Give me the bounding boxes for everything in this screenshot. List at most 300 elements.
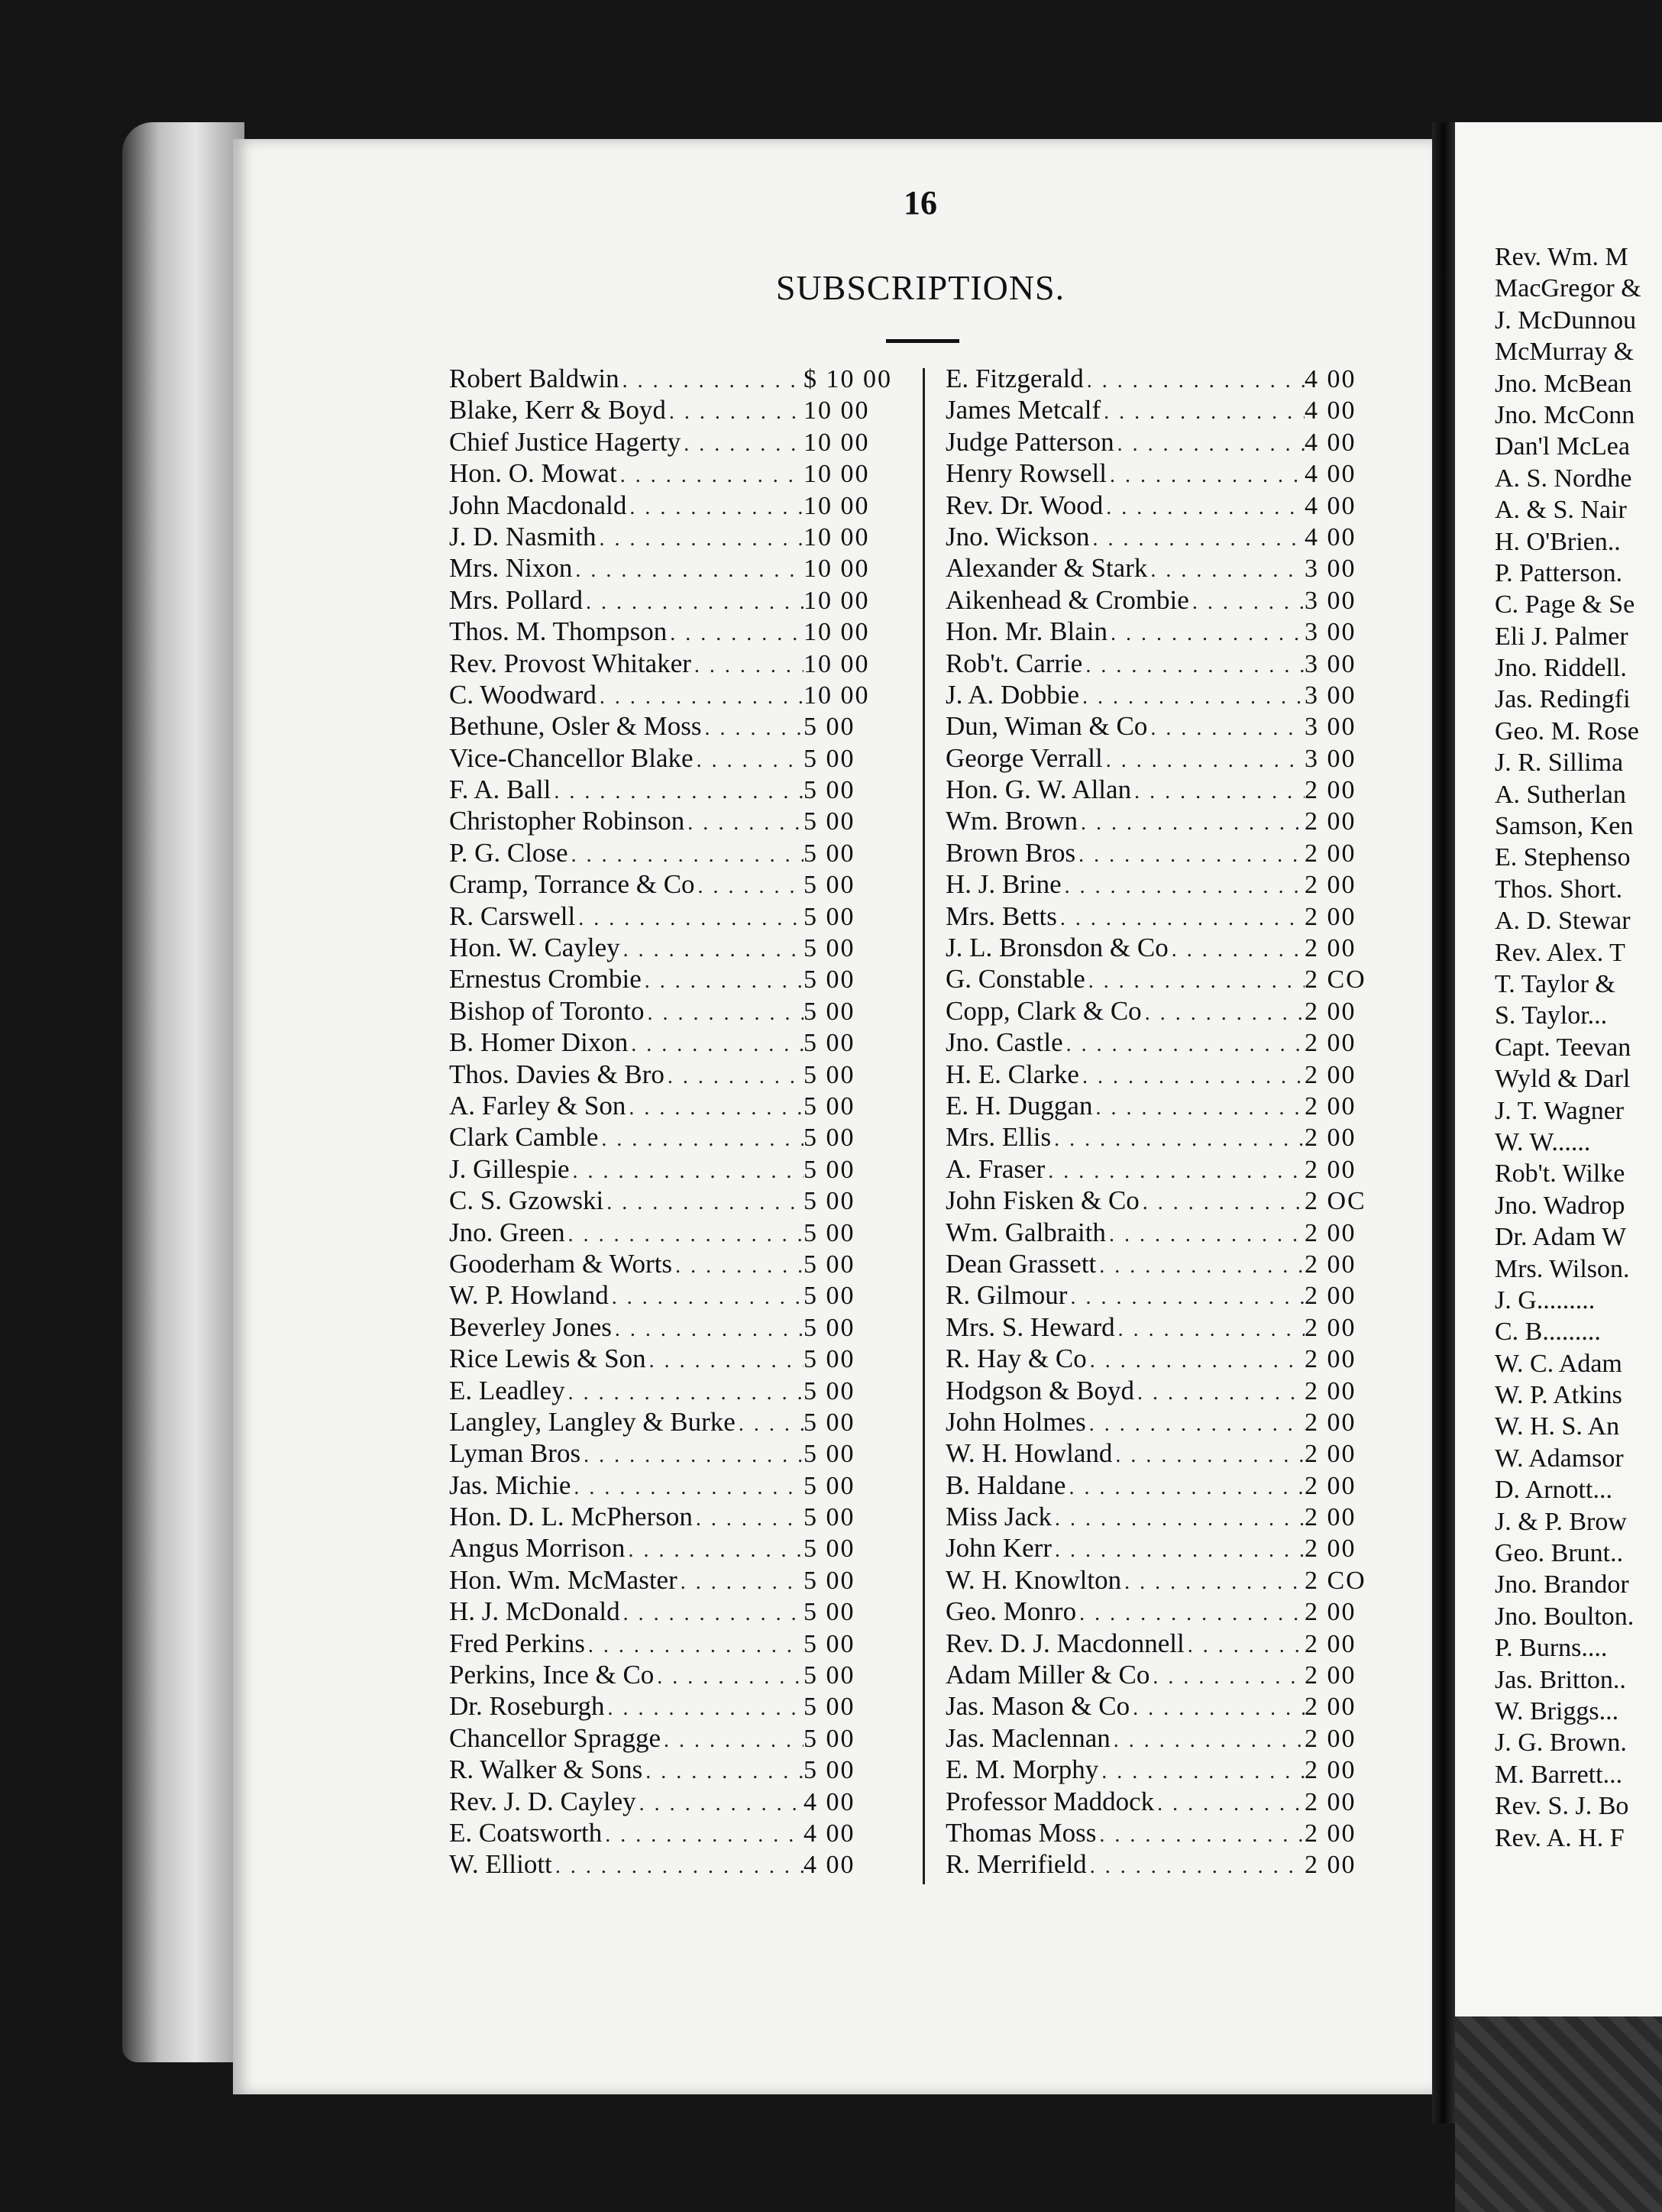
subscription-amount: 2 00	[1305, 871, 1356, 900]
subscription-amount: 4 00	[1305, 365, 1356, 393]
subscription-amount: 5 00	[804, 1124, 855, 1153]
subscription-entry	[449, 1218, 901, 1249]
subscriber-name: Blake, Kerr & Boyd	[449, 395, 666, 425]
subscriber-name: Rice Lewis & Son	[449, 1344, 646, 1374]
subscription-entry	[449, 1723, 901, 1754]
subscription-entry	[449, 1154, 901, 1185]
subscription-entry	[946, 806, 1404, 837]
subscription-amount: 5 00	[804, 1250, 855, 1279]
subscription-amount: 4 00	[1305, 396, 1356, 425]
subscriber-name: Henry Rowsell	[946, 458, 1107, 489]
subscription-entry	[449, 1787, 901, 1818]
subscription-entry-partial	[1495, 1508, 1662, 1539]
leader-dots	[1103, 496, 1305, 520]
leader-dots	[620, 1602, 804, 1626]
subscription-amount: 5 00	[804, 1724, 855, 1753]
subscriber-name: Bethune, Osler & Moss	[449, 711, 702, 742]
subscription-entry	[946, 1502, 1404, 1533]
subscription-entry	[946, 1438, 1404, 1470]
subscription-entry	[449, 616, 901, 648]
subscription-amount: 2 00	[1305, 934, 1356, 963]
subscription-entry	[946, 901, 1404, 933]
leader-dots	[626, 496, 804, 520]
subscriptions-column-right	[1495, 243, 1662, 1855]
subscriber-name: Wm. Galbraith	[946, 1217, 1106, 1247]
subscription-amount: 10 00	[804, 428, 870, 457]
leader-dots	[1096, 1254, 1305, 1279]
leader-dots	[1101, 400, 1305, 425]
subscription-amount: 3 00	[1305, 713, 1356, 742]
subscription-entry	[449, 1438, 901, 1470]
subscriber-name: Jno. Riddell.	[1495, 654, 1627, 683]
subscriber-name: W. Briggs...	[1495, 1696, 1619, 1725]
subscriber-name: W. W......	[1495, 1127, 1591, 1156]
subscriber-name: E. Coatsworth	[449, 1817, 603, 1848]
subscription-entry-partial	[1495, 1634, 1662, 1665]
subscription-amount: 4 00	[1305, 522, 1356, 551]
leader-dots	[1106, 1223, 1305, 1247]
subscriber-name: J. McDunnou	[1495, 306, 1637, 335]
subscription-amount: 2 00	[1305, 1534, 1356, 1564]
subscriber-name: P. G. Close	[449, 837, 568, 868]
subscription-entry-partial	[1495, 1033, 1662, 1065]
subscriber-name: Chief Justice Hagerty	[449, 426, 681, 457]
subscription-entry	[946, 522, 1404, 553]
subscription-entry	[946, 1249, 1404, 1280]
leader-dots	[1085, 969, 1305, 994]
subscription-amount: 5 00	[804, 1503, 855, 1532]
subscription-entry	[946, 427, 1404, 458]
subscription-entry-partial	[1495, 1570, 1662, 1602]
subscription-entry	[946, 711, 1404, 742]
subscription-entry-partial	[1495, 843, 1662, 875]
subscription-amount: 2 00	[1305, 776, 1356, 805]
subscription-entry	[449, 806, 901, 837]
subscription-amount: 3 00	[1305, 649, 1356, 678]
subscription-entry-partial	[1495, 1666, 1662, 1697]
subscription-entry	[449, 1628, 901, 1660]
leader-dots	[1103, 749, 1305, 773]
leader-dots	[1147, 558, 1305, 583]
subscription-amount: 2 00	[1305, 1250, 1356, 1279]
subscription-amount: 2 00	[1305, 997, 1356, 1026]
subscriber-name: D. Arnott...	[1495, 1476, 1612, 1505]
subscription-entry-partial	[1495, 528, 1662, 559]
subscription-amount: 5 00	[804, 1629, 855, 1658]
subscriber-name: Ernestus Crombie	[449, 964, 642, 994]
subscription-entry	[946, 648, 1404, 680]
leader-dots	[1076, 1602, 1305, 1626]
subscription-entry	[449, 964, 901, 995]
leader-dots	[695, 875, 804, 899]
subscriber-name: Rob't. Wilke	[1495, 1159, 1625, 1188]
subscriber-name: Christopher Robinson	[449, 806, 685, 836]
leader-dots	[628, 1033, 804, 1057]
subscriber-name: Thos. M. Thompson	[449, 616, 668, 647]
subscriber-name: Rev. S. J. Bo	[1495, 1792, 1629, 1821]
leader-dots	[605, 1696, 804, 1721]
subscription-entry-partial	[1495, 1192, 1662, 1223]
subscription-entry-partial	[1495, 1729, 1662, 1760]
subscription-entry-partial	[1495, 1350, 1662, 1381]
subscription-entry	[449, 427, 901, 458]
subscription-entry	[449, 933, 901, 964]
leader-dots	[694, 749, 804, 773]
subscription-amount: 5 00	[804, 1155, 855, 1184]
subscriber-name: Jas. Michie	[449, 1470, 571, 1500]
subscription-entry	[449, 1280, 901, 1311]
subscriber-name: Dun, Wiman & Co	[946, 711, 1148, 742]
leader-dots	[664, 1065, 804, 1089]
leader-dots	[1130, 1696, 1305, 1721]
book-cover-pattern	[1455, 2016, 1662, 2212]
subscription-entry-partial	[1495, 907, 1662, 938]
subscriber-name: W. H. Knowlton	[946, 1564, 1122, 1595]
subscription-entry	[946, 1849, 1404, 1881]
subscriber-name: J. D. Nasmith	[449, 521, 597, 551]
leader-dots	[661, 1729, 804, 1753]
subscriber-name: Bishop of Toronto	[449, 995, 645, 1026]
leader-dots	[1084, 369, 1305, 393]
subscription-entry	[946, 1407, 1404, 1438]
subscriber-name: Jas. Britton..	[1495, 1665, 1626, 1694]
subscription-entry	[946, 1091, 1404, 1122]
subscriber-name: Fred Perkins	[449, 1628, 585, 1658]
subscription-amount: 2 00	[1305, 1598, 1356, 1627]
leader-dots	[571, 1476, 804, 1500]
subscriber-name: E. Stephenso	[1495, 843, 1631, 872]
subscription-entry	[449, 490, 901, 522]
subscription-entry	[946, 869, 1404, 901]
leader-dots	[642, 1760, 804, 1784]
subscription-amount: 5 00	[804, 997, 855, 1026]
leader-dots	[572, 558, 804, 583]
subscription-entry-partial	[1495, 875, 1662, 907]
leader-dots	[1065, 1476, 1305, 1500]
subscription-amount: 2 CO	[1305, 1566, 1366, 1595]
leader-dots	[672, 1254, 804, 1279]
subscription-entry	[946, 1754, 1404, 1786]
leader-dots	[565, 1381, 804, 1405]
leader-dots	[1147, 716, 1305, 741]
leader-dots	[1149, 1665, 1305, 1690]
subscription-entry-partial	[1495, 559, 1662, 590]
subscriber-name: B. Haldane	[946, 1470, 1066, 1500]
subscriber-name: Professor Maddock	[946, 1786, 1155, 1816]
subscriber-name: A. S. Nordhe	[1495, 464, 1632, 493]
subscriber-name: John Holmes	[946, 1406, 1086, 1437]
subscription-amount: 2 00	[1305, 1282, 1356, 1311]
subscriber-name: Mrs. Betts	[946, 901, 1057, 931]
subscription-entry	[449, 458, 901, 490]
subscription-amount: 4 00	[804, 1787, 855, 1816]
subscription-entry-partial	[1495, 939, 1662, 970]
subscriber-name: Angus Morrison	[449, 1533, 626, 1564]
leader-dots	[1067, 1285, 1305, 1310]
leader-dots	[646, 1349, 804, 1373]
subscriber-name: Jas. Mason & Co	[946, 1691, 1130, 1722]
subscriber-name: W. H. S. An	[1495, 1412, 1620, 1441]
subscriber-name: Aikenhead & Crombie	[946, 584, 1189, 615]
subscription-amount: 2 OC	[1305, 1187, 1366, 1216]
subscription-amount: 5 00	[804, 1440, 855, 1469]
subscriber-name: Thos. Short.	[1495, 875, 1623, 904]
subscription-entry	[946, 680, 1404, 711]
subscription-entry	[449, 1849, 901, 1881]
leader-dots	[736, 1412, 804, 1437]
subscription-entry	[449, 1596, 901, 1628]
subscriber-name: Hon. Wm. McMaster	[449, 1564, 677, 1595]
subscriber-name: MacGregor &	[1495, 274, 1641, 303]
subscription-entry-partial	[1495, 623, 1662, 654]
subscription-entry-partial	[1495, 306, 1662, 338]
subscription-amount: 2 00	[1305, 1693, 1356, 1722]
subscriber-name: W. P. Howland	[449, 1280, 609, 1311]
subscriber-name: C. S. Gzowski	[449, 1185, 604, 1216]
subscriber-name: Brown Bros	[946, 837, 1076, 868]
subscription-entry	[946, 458, 1404, 490]
leader-dots	[654, 1665, 804, 1690]
subscription-amount: 2 00	[1305, 1218, 1356, 1247]
subscriber-name: R. Merrifield	[946, 1849, 1087, 1880]
subscription-entry-partial	[1495, 338, 1662, 369]
subscriber-name: Wm. Brown	[946, 806, 1078, 836]
subscriber-name: E. M. Morphy	[946, 1754, 1099, 1785]
subscriber-name: Jno. Wadrop	[1495, 1191, 1625, 1220]
subscription-amount: 10 00	[804, 618, 870, 647]
subscriber-name: Rev. Wm. M	[1495, 243, 1628, 271]
subscription-entry	[449, 1059, 901, 1091]
subscription-entry-partial	[1495, 1159, 1662, 1191]
leader-dots	[1092, 1096, 1305, 1121]
subscription-amount: 2 00	[1305, 1629, 1356, 1658]
leader-dots	[1169, 938, 1305, 962]
subscription-entry	[449, 775, 901, 806]
subscriber-name: Jas. Redingfi	[1495, 685, 1631, 714]
subscription-amount: 5 00	[804, 1376, 855, 1405]
subscriber-name: J. A. Dobbie	[946, 679, 1079, 710]
leader-dots	[585, 1634, 804, 1658]
subscription-entry	[449, 1660, 901, 1691]
subscriber-name: Geo. M. Rose	[1495, 716, 1639, 745]
subscriber-name: Lyman Bros	[449, 1438, 581, 1469]
subscription-entry-partial	[1495, 1824, 1662, 1855]
subscription-entry	[449, 743, 901, 775]
leader-dots	[583, 590, 804, 615]
subscription-entry	[449, 996, 901, 1027]
subscriber-name: A. Farley & Son	[449, 1090, 626, 1121]
subscriber-name: Mrs. S. Heward	[946, 1311, 1115, 1342]
subscription-entry	[946, 395, 1404, 426]
subscriber-name: Jas. Maclennan	[946, 1722, 1111, 1753]
leader-dots	[597, 685, 804, 710]
subscription-entry	[946, 1218, 1404, 1249]
subscription-entry-partial	[1495, 812, 1662, 843]
leader-dots	[1114, 432, 1305, 457]
subscription-amount: 5 00	[804, 871, 855, 900]
leader-dots	[1131, 780, 1305, 804]
subscriber-name: H. E. Clarke	[946, 1059, 1079, 1089]
subscription-amount: 5 00	[804, 713, 855, 742]
subscriber-name: Mrs. Wilson.	[1495, 1254, 1630, 1283]
subscription-entry-partial	[1495, 1255, 1662, 1286]
subscription-amount: 5 00	[804, 1693, 855, 1722]
subscription-amount: 5 00	[804, 1566, 855, 1595]
subscription-entry-partial	[1495, 1761, 1662, 1792]
leader-dots	[1140, 1191, 1305, 1215]
subscriber-name: J. Gillespie	[449, 1153, 570, 1184]
subscription-entry-partial	[1495, 749, 1662, 780]
subscription-entry	[946, 1185, 1404, 1217]
subscriber-name: Dr. Adam W	[1495, 1223, 1627, 1252]
subscription-entry-partial	[1495, 1697, 1662, 1729]
subscription-entry	[946, 775, 1404, 806]
subscriber-name: R. Hay & Co	[946, 1344, 1087, 1374]
subscription-amount: 2 00	[1305, 1787, 1356, 1816]
subscriber-name: John Fisken & Co	[946, 1185, 1140, 1216]
subscriber-name: Jno. Castle	[946, 1027, 1063, 1058]
leader-dots	[1087, 1349, 1305, 1373]
subscriber-name: Gooderham & Worts	[449, 1248, 673, 1279]
subscription-entry-partial	[1495, 1476, 1662, 1507]
subscriber-name: M. Barrett...	[1495, 1760, 1623, 1789]
subscriber-name: John Kerr	[946, 1533, 1052, 1564]
leader-dots	[565, 1223, 804, 1247]
leader-dots	[1185, 1634, 1305, 1658]
subscription-entry	[946, 1470, 1404, 1502]
leader-dots	[691, 654, 804, 678]
leader-dots	[1087, 1855, 1305, 1879]
subscription-amount: 3 00	[1305, 744, 1356, 773]
subscription-entry-partial	[1495, 401, 1662, 432]
subscription-amount: 2 00	[1305, 1313, 1356, 1342]
leader-dots	[612, 1318, 804, 1342]
subscriber-name: H. J. Brine	[946, 869, 1062, 900]
subscription-amount: 5 00	[804, 1091, 855, 1121]
leader-dots	[602, 1823, 804, 1848]
subscriber-name: Jno. Brandor	[1495, 1570, 1629, 1599]
subscriber-name: R. Walker & Sons	[449, 1754, 643, 1785]
leader-dots	[1107, 464, 1305, 488]
subscriber-name: Dan'l McLea	[1495, 432, 1630, 461]
leader-dots	[1063, 1033, 1305, 1057]
subscription-entry	[946, 1059, 1404, 1091]
subscription-entry-partial	[1495, 717, 1662, 749]
subscriber-name: Mrs. Pollard	[449, 584, 583, 615]
subscription-entry-partial	[1495, 496, 1662, 527]
subscriber-name: C. B.........	[1495, 1318, 1601, 1347]
subscription-amount: 2 CO	[1305, 965, 1366, 994]
leader-dots	[636, 1792, 804, 1816]
leader-dots	[620, 938, 804, 962]
leader-dots	[1062, 875, 1305, 899]
subscription-entry-partial	[1495, 1286, 1662, 1318]
subscription-entry	[946, 1280, 1404, 1311]
subscriber-name: Rev. Dr. Wood	[946, 490, 1104, 520]
subscriber-name: Thomas Moss	[946, 1817, 1097, 1848]
subscriber-name: A. & S. Nair	[1495, 496, 1627, 525]
leader-dots	[1079, 1065, 1305, 1089]
title-rule	[886, 339, 959, 343]
subscription-entry	[449, 395, 901, 426]
leader-dots	[575, 907, 804, 931]
subscriber-name: C. Woodward	[449, 679, 597, 710]
subscription-amount: 5 00	[804, 839, 855, 868]
subscription-entry	[449, 711, 901, 742]
subscription-entry	[946, 364, 1404, 395]
subscription-amount: 5 00	[804, 965, 855, 994]
subscription-entry	[946, 1660, 1404, 1691]
leader-dots	[1115, 1318, 1305, 1342]
subscriber-name: Hon. O. Mowat	[449, 458, 617, 489]
subscription-entry	[449, 1091, 901, 1122]
subscription-entry	[449, 522, 901, 553]
subscriber-name: H. O'Brien..	[1495, 527, 1621, 556]
subscription-amount: 5 00	[804, 1060, 855, 1089]
subscriber-name: S. Taylor...	[1495, 1001, 1608, 1030]
subscription-amount: 5 00	[804, 1313, 855, 1342]
subscription-amount: 4 00	[1305, 428, 1356, 457]
subscription-entry-partial	[1495, 685, 1662, 716]
subscriber-name: B. Homer Dixon	[449, 1027, 629, 1058]
book-gutter	[1432, 122, 1455, 2123]
subscriber-name: J. T. Wagner	[1495, 1096, 1625, 1125]
subscription-entry-partial	[1495, 243, 1662, 274]
subscription-entry-partial	[1495, 1097, 1662, 1128]
leader-dots	[1086, 1412, 1305, 1437]
subscription-amount: 5 00	[804, 934, 855, 963]
subscription-entry	[946, 964, 1404, 995]
subscriber-name: Hodgson & Boyd	[946, 1375, 1134, 1405]
subscription-entry	[449, 838, 901, 869]
leader-dots	[1107, 622, 1305, 646]
subscriber-name: G. Constable	[946, 964, 1085, 994]
leader-dots	[1045, 1159, 1305, 1184]
subscriber-name: Capt. Teevan	[1495, 1033, 1631, 1062]
subscription-amount: 5 00	[804, 744, 855, 773]
page-title: SUBSCRIPTIONS.	[775, 268, 1065, 307]
subscription-amount: 5 00	[804, 1408, 855, 1437]
subscription-amount: 2 00	[1305, 807, 1356, 836]
subscriber-name: Mrs. Ellis	[946, 1122, 1052, 1153]
subscription-amount: 2 00	[1305, 1471, 1356, 1500]
subscription-amount: 3 00	[1305, 618, 1356, 647]
leader-dots	[681, 432, 804, 457]
subscription-entry	[449, 1533, 901, 1564]
subscription-amount: 2 00	[1305, 1851, 1356, 1880]
subscription-amount: 5 00	[804, 1661, 855, 1690]
leader-dots	[1142, 1001, 1305, 1026]
subscription-amount: 5 00	[804, 1756, 855, 1785]
leader-dots	[1051, 1127, 1305, 1152]
leader-dots	[1078, 811, 1305, 836]
subscriber-name: Rev. Provost Whitaker	[449, 648, 691, 678]
subscription-entry	[946, 1533, 1404, 1564]
leader-dots	[1090, 527, 1305, 551]
subscription-entry-partial	[1495, 1223, 1662, 1254]
subscriptions-column-left	[449, 364, 901, 1881]
subscription-entry	[946, 1787, 1404, 1818]
subscriber-name: E. Fitzgerald	[946, 364, 1084, 393]
leader-dots	[597, 527, 804, 551]
leader-dots	[1052, 1507, 1305, 1531]
subscriber-name: Geo. Brunt..	[1495, 1539, 1624, 1568]
subscription-entry	[449, 1470, 901, 1502]
subscription-entry-partial	[1495, 654, 1662, 685]
subscriber-name: Langley, Langley & Burke	[449, 1406, 736, 1437]
leader-dots	[626, 1096, 804, 1121]
subscription-entry	[946, 743, 1404, 775]
